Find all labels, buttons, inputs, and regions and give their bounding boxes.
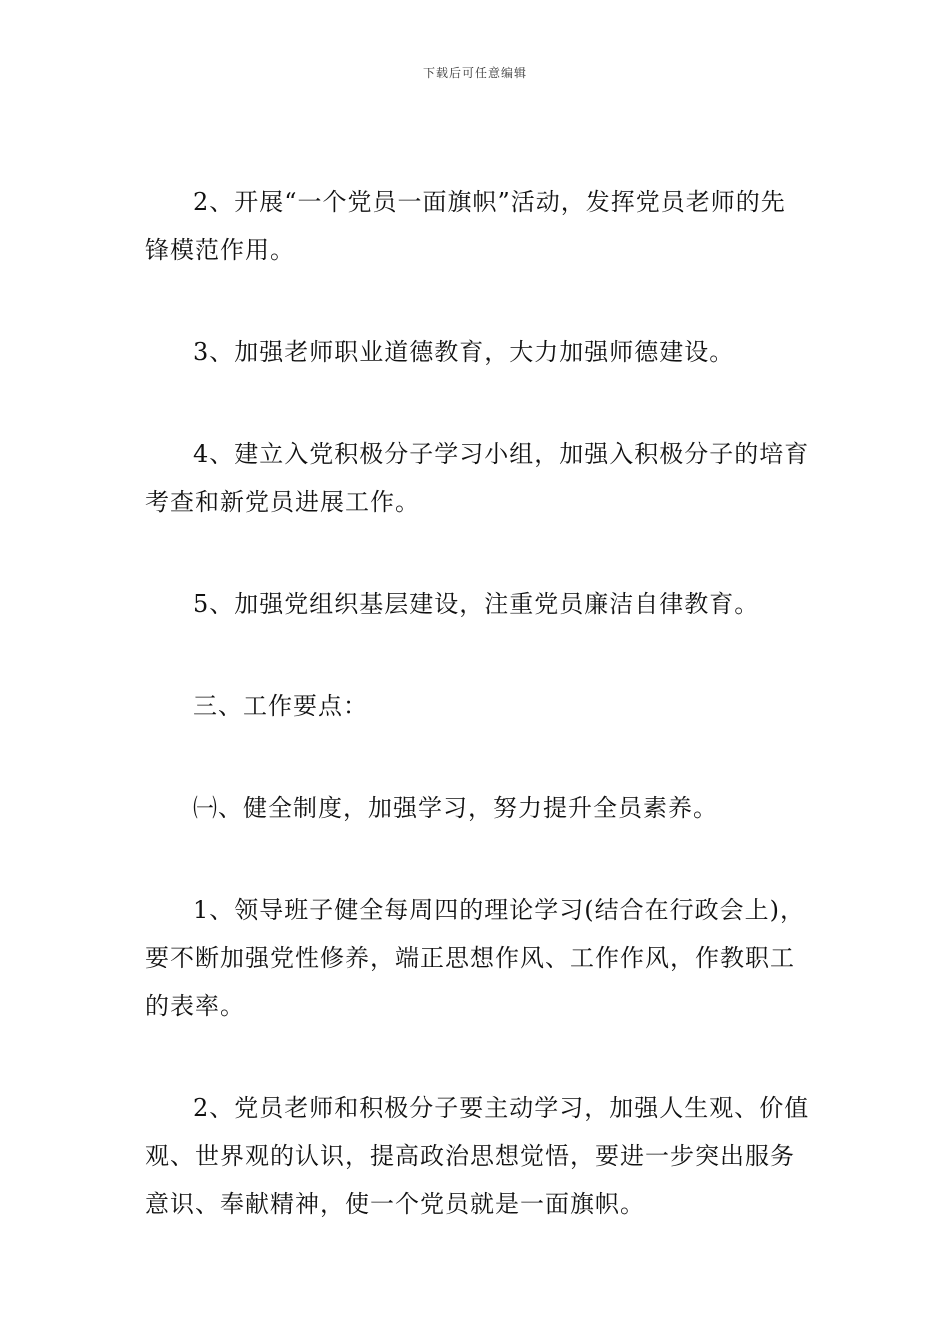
subsection-heading: ㈠、健全制度，加强学习，努力提升全员素养。 [193,794,718,822]
paragraph: 3、加强老师职业道德教育，大力加强师德建设。 [193,338,735,366]
paragraph: 5、加强党组织基层建设，注重党员廉洁自律教育。 [193,590,760,618]
page-header: 下载后可任意编辑 [422,66,527,80]
paragraph: 2、党员老师和积极分子要主动学习，加强人生观、价值观、世界观的认识，提高政治思想觉悟，要进一步突出服务意识、奉献精神，使一个党员就是一面旗帜。 [145,1094,810,1218]
paragraph: 4、建立入党积极分子学习小组，加强入积极分子的培育考查和新党员进展工作。 [145,440,810,516]
section-heading: 三、工作要点： [193,692,368,720]
paragraph: 2、开展“一个党员一面旗帜”活动，发挥党员老师的先锋模范作用。 [145,188,786,264]
paragraph: 1、领导班子健全每周四的理论学习(结合在行政会上)，要不断加强党性修养，端正思想作风、工作作风，作教职工的表率。 [145,896,805,1020]
document-body [145,178,810,1282]
